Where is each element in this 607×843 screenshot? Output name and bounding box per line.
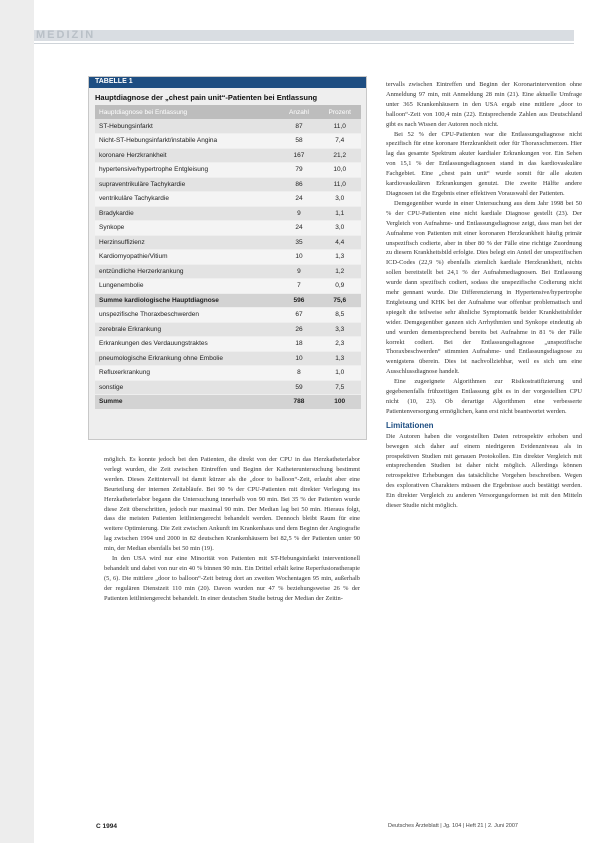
table-cell: 35 — [280, 235, 319, 250]
column-header: Prozent — [318, 105, 361, 119]
table-cell: hypertensive/hypertrophe Entgleisung — [95, 163, 280, 178]
table-row — [95, 134, 361, 149]
table-cell: pneumologische Erkrankung ohne Embolie — [95, 351, 280, 366]
paragraph: In den USA wird nur eine Minorität von Patienten mit ST-Hebungsinfarkt interventionell behandelt und dabei von nur ein 40 % binnen 90 min. Ein Drittel erhält keine Reperfusionstherapie (5, 6). Die mittlere „door to balloon“-Zeit betrug dort an zweiten Wochentagen 95 min, außerhalb der regulären Dienstzeit 110 min (20). Davon wurden nur 47 % beziehungsweise 26 % der Patienten leitliniengerecht behandelt. In einer deutschen Studie betrug der Median der Zeitin- — [104, 555, 360, 602]
table-cell: 8 — [280, 366, 319, 381]
table-row — [95, 380, 361, 395]
table-cell: 4,4 — [318, 235, 361, 250]
table-row — [95, 192, 361, 207]
table-cell: 21,2 — [318, 148, 361, 163]
table-cell: Synkope — [95, 221, 280, 236]
column-header: Hauptdiagnose bei Entlassung — [95, 105, 280, 119]
table-cell: Bradykardie — [95, 206, 280, 221]
table-cell: 1,2 — [318, 264, 361, 279]
table-row — [95, 250, 361, 265]
table-caption: TABELLE 1 — [95, 78, 133, 85]
table-cell: 11,0 — [318, 119, 361, 134]
footer-page-number: C 1994 — [96, 823, 117, 830]
footer-journal: Deutsches Ärzteblatt | Jg. 104 | Heft 21 | 2. Juni 2007 — [388, 823, 518, 829]
table-cell: 3,0 — [318, 221, 361, 236]
table-row — [95, 279, 361, 294]
table-row — [95, 351, 361, 366]
table-cell: 9 — [280, 206, 319, 221]
table-cell: 8,5 — [318, 308, 361, 323]
paragraph: Die Autoren haben die vorgestellten Daten retrospektiv erhoben und bewegen sich daher auf einem niedrigeren Evidenzniveau als in prospektiven Studien mit genauen Protokollen. Ein direkter Vergleich mit entsprechenden Studien ist daher nicht möglich. Allerdings können retrospektive Erhebungen das tatsächliche Vorgehen beschreiben. Wegen des explorativen Charakters müssen die Ergebnisse auch bestätigt werden. Ein direkter Vergleich zu anderen Versorgungsformen ist mit den Mitteln dieser Studie nicht möglich. — [386, 432, 582, 510]
paragraph: Demgegenüber wurde in einer Untersuchung aus dem Jahr 1998 bei 50 % der CPU-Patienten eine nicht kardiale Diagnose gestellt (23). Der Vergleich von Aufnahme- und Entlassungsdiagnose zeigt, dass man bei der Aufnahme von Patienten mit einer koronaren Herzkrankheit häufig primär unspezifisch codierte, aber in über 80 % der Fälle eine richtige Zuordnung zu diesem Krankheitsbild erfolgte. Dies belegt ein Anteil der unspezifischen ICD-Codes (22,9 %) ebenfalls ziemlich kardiale Herzkrankheit, nichts sollen bereitstellt bei 24,1 % der Aufnahmediagnosen. Bei Entlassung wurde dann spezifisch codiert, sodass die unspezifische Codierung nicht mehr gennant wurde. Die Differenzierung in Hypertensive/hypertrophe Entgleisung und KHK bei der Aufnahme war offenbar problematisch und spiegelt die teilweise sehr ähnliche Symptomatik beider Krankheitsbilder wider. Demgegenüber ganzen sich Arrhythmien und Synkope eindeutig ab und wurden dementsprechend bereits bei Aufnahme in 81 % der Fälle korrekt codiert. Bei der Entlassungsdiagnose „unspezifische Thoraxbeschwerden“ stimmten Aufnahme- und Entlassungsdiagnose zu wenigstens überein. Dies ist nachvollziehbar, weil es sich um eine Ausschlussdiagnose handelt. — [386, 199, 582, 376]
header-rule — [34, 43, 574, 44]
table-row — [95, 221, 361, 236]
table-row — [95, 293, 361, 308]
table-cell: 2,3 — [318, 337, 361, 352]
table-row — [95, 308, 361, 323]
table-cell: Herzinsuffizienz — [95, 235, 280, 250]
section-header — [34, 30, 574, 41]
table-cell: 1,0 — [318, 366, 361, 381]
table-cell: supraventrikuläre Tachykardie — [95, 177, 280, 192]
table-cell: Nicht-ST-Hebungsinfarkt/instabile Angina — [95, 134, 280, 149]
table-cell: 1,1 — [318, 206, 361, 221]
table-cell: 3,0 — [318, 192, 361, 207]
paragraph: Eine zugeeignete Algorithmen zur Risikostratifizierung und gegebenenfalls frühzeitigen Entlassung gibt es in der vorgestellten CPU nicht (10, 23). Ob derartige Algorithmen eine verbesserte Patientenversorgung ermöglichen, kann erst nicht beantwortet werden. — [386, 378, 582, 415]
table-cell: 10 — [280, 250, 319, 265]
table-row — [95, 177, 361, 192]
table-cell: 87 — [280, 119, 319, 134]
table-box — [88, 76, 367, 440]
table-cell: 7 — [280, 279, 319, 294]
table-row — [95, 235, 361, 250]
table-cell: 67 — [280, 308, 319, 323]
table-cell: unspezifische Thoraxbeschwerden — [95, 308, 280, 323]
text-column-left — [104, 455, 360, 604]
table-cell: 10 — [280, 351, 319, 366]
section-label: MEDIZIN — [36, 29, 96, 41]
table-cell: 26 — [280, 322, 319, 337]
table-cell: 10,0 — [318, 163, 361, 178]
table-cell: entzündliche Herzerkrankung — [95, 264, 280, 279]
table-cell: 24 — [280, 221, 319, 236]
paragraph: möglich. Es konnte jedoch bei den Patienten, die direkt von der CPU in das Herzkatheterlabor verlegt wurden, die Zeit zwischen Eintreffen und Beginn der Katheteruntersuchung bestimmt werden. Dieses Zeitintervall ist damit kürzer als die „door to balloon“-Zeit, erlaubt aber eine Beurteilung der internen Zeitabläufe. Bei 90 % der CPU-Patienten mit direkter Verlegung ins Herzkatheterlabor begann die Untersuchung innerhalb von 90 min. Bei 35 % der Patienten wurde diese Zeit überschritten, jedoch nur maximal 90 min. Der Median lag bei 50 min. Hieraus folgt, dass die meisten Patienten leitliniengerecht behandelt werden. Dennoch bleibt Raum für eine weitere Optimierung. Die Zeit zwischen Ankunft im Krankenhaus und dem Beginn der Angiografie lag zwischen 1994 und 2000 in 82 deutschen Krankenhäusern bei 82,5 % der Patienten unter 90 min, der Median ebenfalls bei 50 min (19). — [104, 456, 360, 553]
text-column-right — [386, 80, 582, 511]
table-row — [95, 322, 361, 337]
table-cell: 596 — [280, 293, 319, 308]
table-header-row — [95, 105, 361, 119]
table-cell: 24 — [280, 192, 319, 207]
table-cell: Summe kardiologische Hauptdiagnose — [95, 293, 280, 308]
table-cell: Kardiomyopathie/Vitium — [95, 250, 280, 265]
table-row — [95, 337, 361, 352]
table-cell: 59 — [280, 380, 319, 395]
table-cell: zerebrale Erkrankung — [95, 322, 280, 337]
table-cell: Erkrankungen des Verdauungstraktes — [95, 337, 280, 352]
table-row — [95, 264, 361, 279]
column-header: Anzahl — [280, 105, 319, 119]
table-cell: Refluxerkrankung — [95, 366, 280, 381]
table-row — [95, 395, 361, 410]
diagnosis-table — [95, 105, 361, 410]
table-cell: ventrikuläre Tachykardie — [95, 192, 280, 207]
table-cell: 9 — [280, 264, 319, 279]
table-cell: 11,0 — [318, 177, 361, 192]
table-cell: sonstige — [95, 380, 280, 395]
table-cell: Summe — [95, 395, 280, 410]
table-title: Hauptdiagnose der „chest pain unit“-Patienten bei Entlassung — [95, 93, 318, 102]
table-row — [95, 366, 361, 381]
table-cell: 18 — [280, 337, 319, 352]
table-cell: 79 — [280, 163, 319, 178]
table-cell: 0,9 — [318, 279, 361, 294]
table-cell: 1,3 — [318, 351, 361, 366]
table-cell: 1,3 — [318, 250, 361, 265]
table-cell: 58 — [280, 134, 319, 149]
table-cell: Lungenembolie — [95, 279, 280, 294]
table-cell: 7,5 — [318, 380, 361, 395]
table-cell: 167 — [280, 148, 319, 163]
table-cell: koronare Herzkrankheit — [95, 148, 280, 163]
table-cell: 86 — [280, 177, 319, 192]
table-cell: 3,3 — [318, 322, 361, 337]
section-heading: Limitationen — [386, 420, 434, 430]
paragraph: tervalls zwischen Eintreffen und Beginn der Koronarintervention ohne Anmeldung 97 min, mit Anmeldung 28 min (21). Eine aktuelle Umfrage unter 365 Krankenhäusern in den USA ergab eine mittlere „door to balloon“-Zeit von 100,4 min (22). Entsprechende Zahlen aus Deutschland gibt es nach Wissen der Autoren noch nicht. — [386, 81, 582, 128]
table-row — [95, 148, 361, 163]
table-caption-bar — [89, 77, 366, 88]
table-cell: 100 — [318, 395, 361, 410]
table-row — [95, 163, 361, 178]
paragraph: Bei 52 % der CPU-Patienten war die Entlassungsdiagnose nicht spezifisch für eine koronare Herzkrankheit oder für Thoraxschmerzen. Hier lag das gesamte Spektrum akuter kardialer Erkrankungen vor. Ein Sehen von 15,1 % der Entlassungsdiagnosen stand in das kardiovaskuläre Fachgebiet. Eine „chest pain unit“ wurde somit für alle akuten kardiovaskulären Erkrankungen genutzt. Die zweite Hälfte andere Diagnosen ist die Ergebnis einer effektiven Vorauswahl der Patienten. — [386, 130, 582, 197]
table-cell: 788 — [280, 395, 319, 410]
table-cell: 75,6 — [318, 293, 361, 308]
table-row — [95, 206, 361, 221]
table-cell: 7,4 — [318, 134, 361, 149]
table-row — [95, 119, 361, 134]
table-cell: ST-Hebungsinfarkt — [95, 119, 280, 134]
